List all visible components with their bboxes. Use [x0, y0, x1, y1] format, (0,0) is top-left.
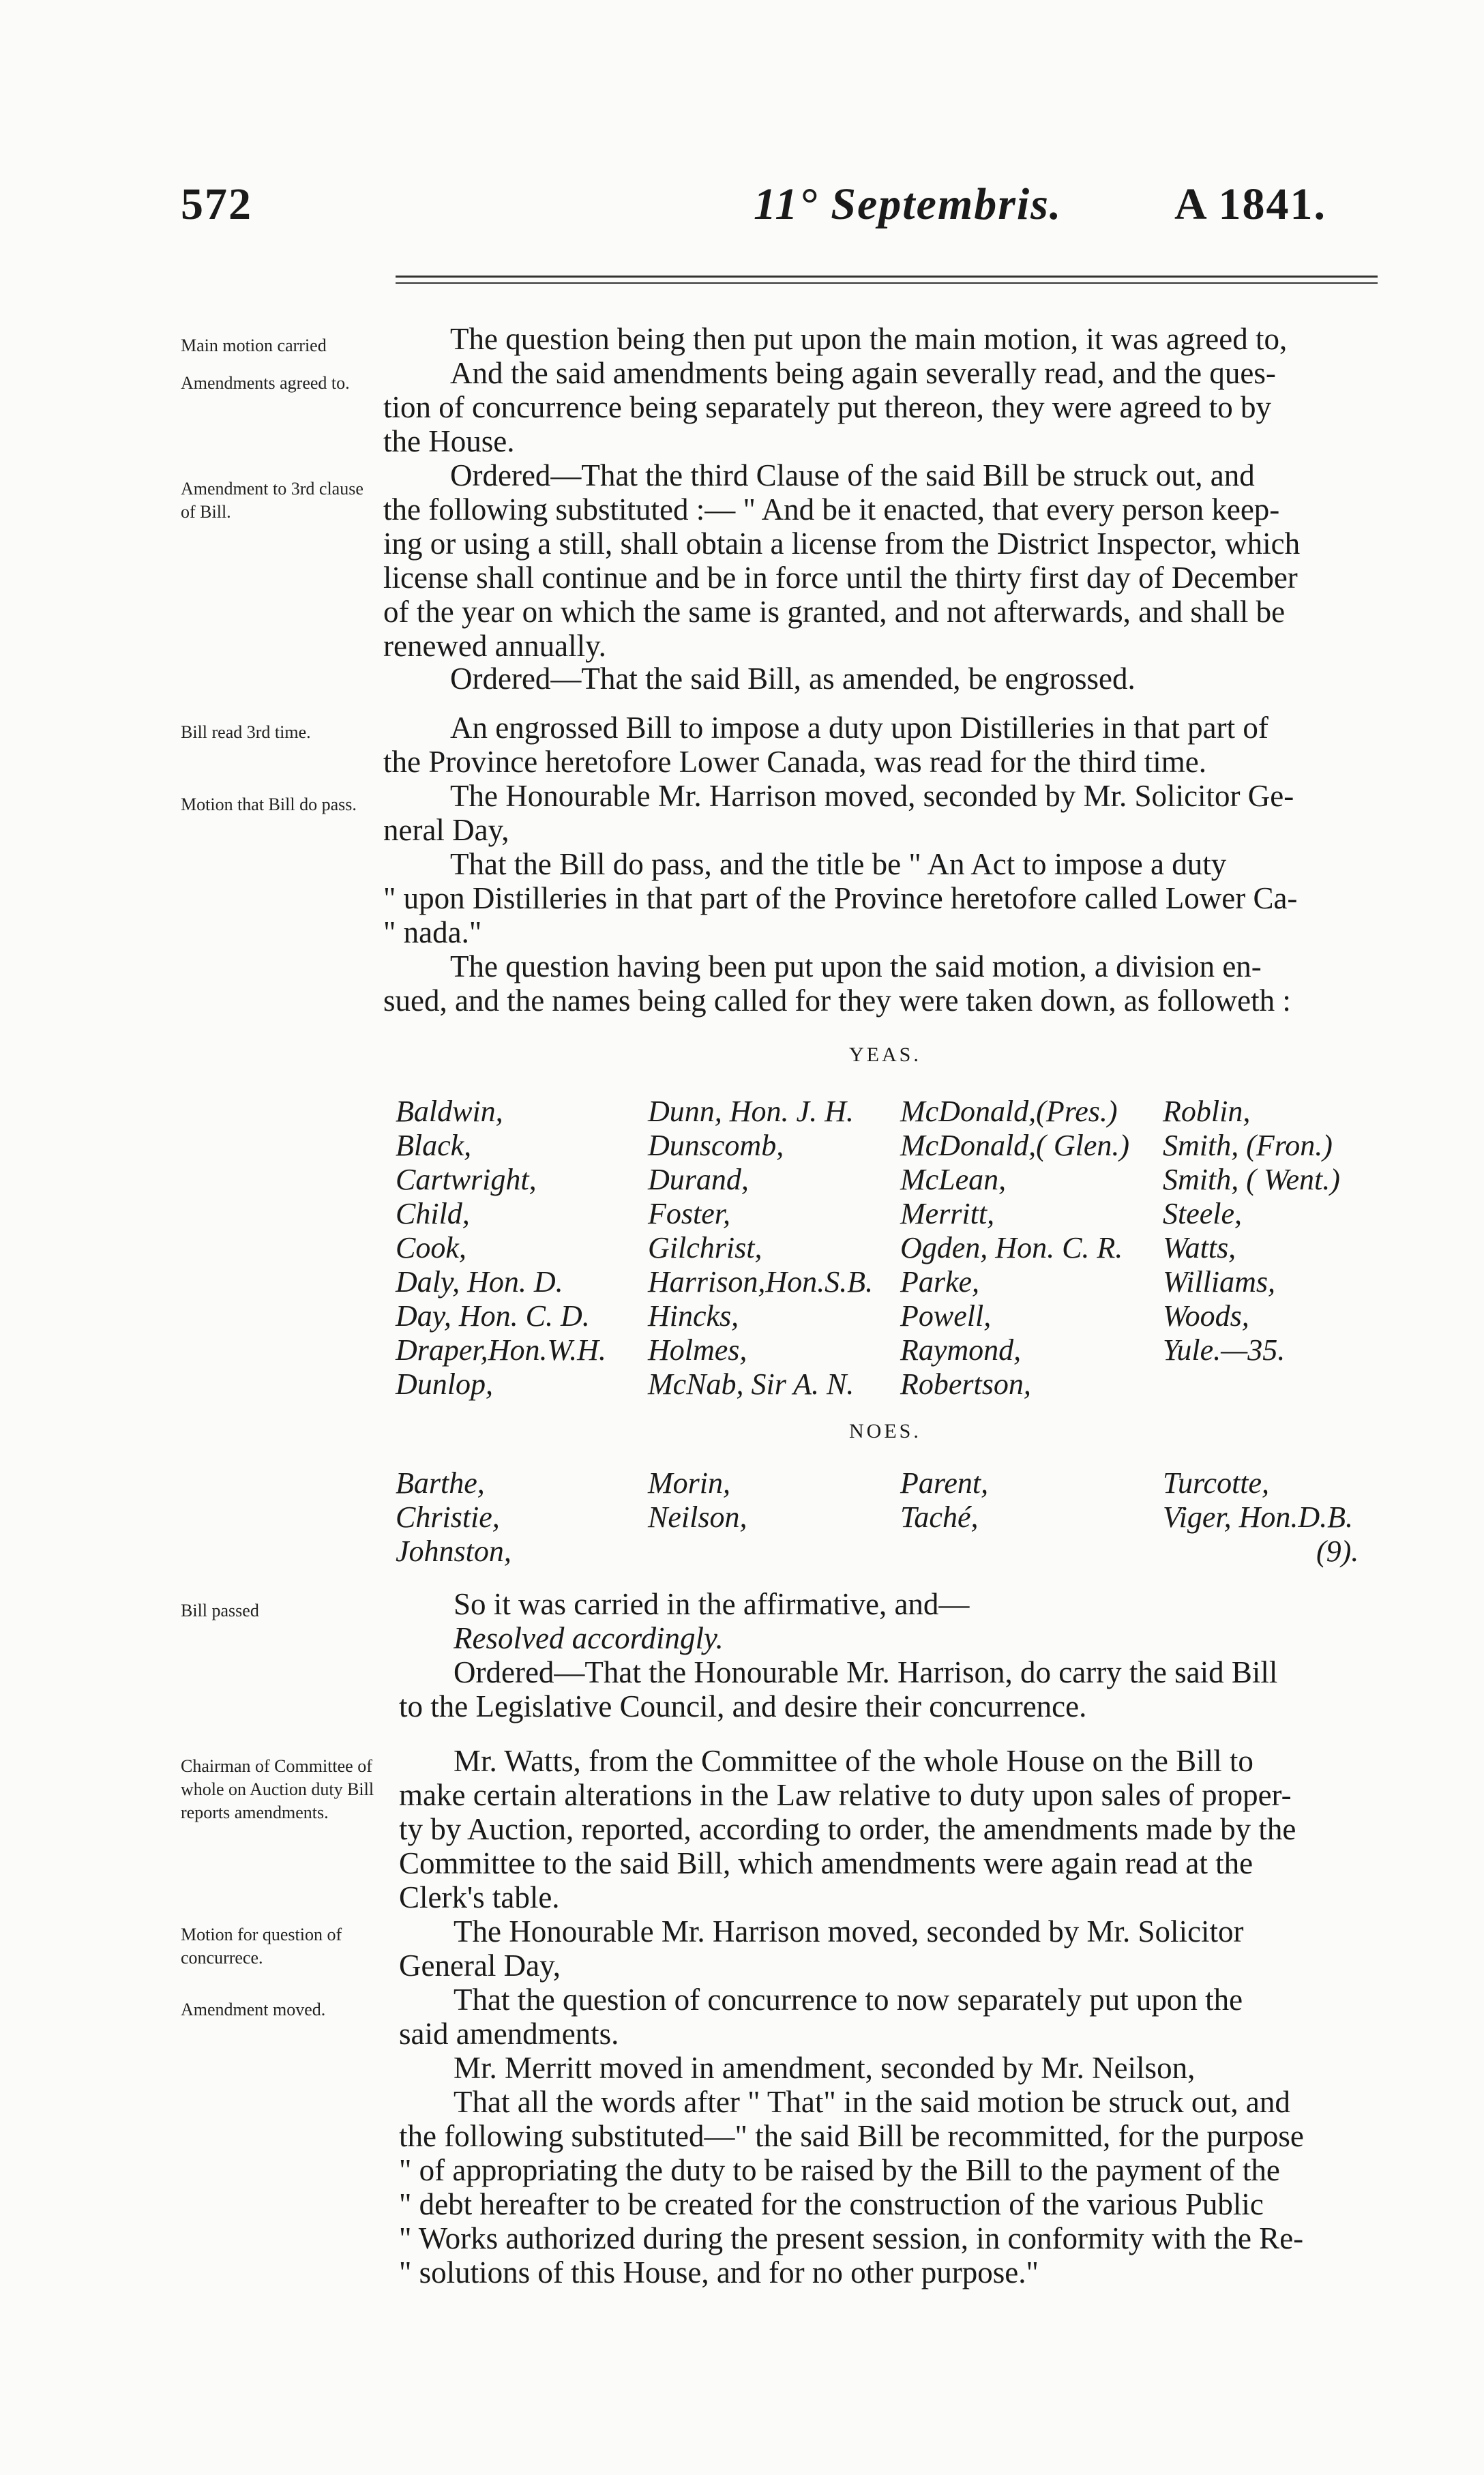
body-line: sued, and the names being called for they were taken down, as followeth :: [383, 983, 1291, 1018]
body-line: And the said amendments being again severally read, and the ques-: [450, 356, 1276, 390]
date-heading: 11° Septembris.: [754, 179, 1063, 229]
yea-name: Baldwin,: [396, 1095, 503, 1128]
margin-note: Bill passed: [181, 1601, 259, 1620]
yea-name: Williams,: [1163, 1265, 1276, 1299]
body-line: " debt hereafter to be created for the construction of the various Public: [399, 2187, 1264, 2221]
body-line: make certain alterations in the Law relative to duty upon sales of proper-: [399, 1778, 1292, 1812]
body-line: That the question of concurrence to now separately put upon the: [454, 1983, 1243, 2017]
margin-note: Amendment to 3rd clause of Bill.: [181, 479, 363, 522]
noe-name: Christie,: [396, 1500, 500, 1534]
body-line: Ordered—That the third Clause of the said Bill be struck out, and: [450, 458, 1255, 492]
noe-name: Parent,: [900, 1466, 989, 1500]
noe-name: Viger, Hon.D.B.: [1163, 1500, 1354, 1534]
body-line: Mr. Watts, from the Committee of the whole House on the Bill to: [454, 1744, 1253, 1778]
yea-name: Draper,Hon.W.H.: [396, 1333, 606, 1367]
body-line: Ordered—That the Honourable Mr. Harrison, do carry the said Bill: [454, 1655, 1278, 1689]
noe-name: Johnston,: [396, 1535, 511, 1568]
yea-name: Smith, ( Went.): [1163, 1163, 1340, 1196]
yea-name: McNab, Sir A. N.: [648, 1367, 855, 1401]
body-line: of the year on which the same is granted, and not afterwards, and shall be: [383, 595, 1286, 629]
header-rule: [396, 276, 1378, 278]
yea-name: Raymond,: [900, 1333, 1022, 1367]
yea-name: Gilchrist,: [648, 1231, 762, 1264]
year-heading: A 1841.: [1174, 179, 1327, 229]
yea-name: Holmes,: [648, 1333, 747, 1367]
margin-note: Amendments agreed to.: [181, 373, 350, 393]
yea-name: Foster,: [648, 1197, 730, 1230]
body-line: tion of concurrence being separately put thereon, they were agreed to by: [383, 390, 1271, 424]
body-line: " upon Distilleries in that part of the Province heretofore called Lower Ca-: [383, 881, 1298, 915]
body-line: the Province heretofore Lower Canada, was read for the third time.: [383, 745, 1207, 779]
body-line: renewed annually.: [383, 629, 606, 663]
yea-name: Parke,: [900, 1265, 980, 1299]
noe-name: Turcotte,: [1163, 1466, 1270, 1500]
yea-name: Cook,: [396, 1231, 466, 1264]
yea-name: Child,: [396, 1197, 470, 1230]
body-line: to the Legislative Council, and desire their concurrence.: [399, 1689, 1087, 1723]
body-line: said amendments.: [399, 2017, 619, 2051]
yea-name: McDonald,(Pres.): [900, 1095, 1118, 1128]
body-line: That the Bill do pass, and the title be " An Act to impose a duty: [450, 847, 1227, 881]
body-line: neral Day,: [383, 813, 509, 847]
body-line: the following substituted :— " And be it enacted, that every person keep-: [383, 492, 1280, 527]
body-line: the following substituted—" the said Bill be recommitted, for the purpose: [399, 2119, 1304, 2153]
body-line: license shall continue and be in force until the thirty first day of December: [383, 561, 1298, 595]
margin-note: Main motion carried: [181, 336, 327, 355]
noes-heading: NOES.: [849, 1420, 921, 1442]
body-line: Ordered—That the said Bill, as amended, be engrossed.: [450, 662, 1136, 696]
body-line: " of appropriating the duty to be raised by the Bill to the payment of the: [399, 2153, 1280, 2187]
body-line: Resolved accordingly.: [454, 1621, 724, 1655]
page-number: 572: [181, 179, 252, 229]
yea-name: Cartwright,: [396, 1163, 537, 1196]
body-line: Mr. Merritt moved in amendment, seconded by Mr. Neilson,: [454, 2051, 1196, 2085]
body-line: Committee to the said Bill, which amendments were again read at the: [399, 1846, 1253, 1880]
noe-name: Taché,: [900, 1500, 979, 1534]
yea-name: Powell,: [900, 1299, 992, 1333]
body-line: The question being then put upon the main motion, it was agreed to,: [450, 322, 1288, 356]
yea-name: Steele,: [1163, 1197, 1243, 1230]
body-line: " Works authorized during the present session, in conformity with the Re-: [399, 2221, 1304, 2255]
body-line: The question having been put upon the said motion, a division en-: [450, 949, 1262, 983]
yea-name: Day, Hon. C. D.: [396, 1299, 590, 1333]
yea-name: Woods,: [1163, 1299, 1249, 1333]
body-line: General Day,: [399, 1948, 561, 1983]
yea-name: Black,: [396, 1129, 472, 1162]
margin-note: Bill read 3rd time.: [181, 722, 311, 742]
body-line: ing or using a still, shall obtain a license from the District Inspector, which: [383, 527, 1301, 561]
body-line: the House.: [383, 424, 515, 458]
body-line: ty by Auction, reported, according to order, the amendments made by the: [399, 1812, 1296, 1846]
yea-name: Dunn, Hon. J. H.: [648, 1095, 854, 1128]
yea-name: Hincks,: [648, 1299, 739, 1333]
body-line: " solutions of this House, and for no other purpose.": [399, 2255, 1039, 2289]
yea-name: Robertson,: [900, 1367, 1031, 1401]
yea-name: Merritt,: [900, 1197, 995, 1230]
noe-name: Neilson,: [648, 1500, 747, 1534]
header-rule-2: [396, 282, 1378, 284]
margin-note: Motion that Bill do pass.: [181, 795, 357, 814]
yea-name: Roblin,: [1163, 1095, 1251, 1128]
margin-note: Amendment moved.: [181, 2000, 326, 2019]
yea-name: Durand,: [648, 1163, 749, 1196]
body-line: That all the words after " That" in the said motion be struck out, and: [454, 2085, 1290, 2119]
yea-name: McLean,: [900, 1163, 1007, 1196]
yea-name: McDonald,( Glen.): [900, 1129, 1130, 1162]
noe-name: Morin,: [648, 1466, 730, 1500]
body-line: The Honourable Mr. Harrison moved, seconded by Mr. Solicitor: [454, 1914, 1244, 1948]
body-line: Clerk's table.: [399, 1880, 560, 1914]
yea-name: Smith, (Fron.): [1163, 1129, 1333, 1162]
margin-note: Chairman of Committee of whole on Auction duty Bill reports amendments.: [181, 1756, 374, 1822]
yea-name: Dunlop,: [396, 1367, 493, 1401]
yea-name: Harrison,Hon.S.B.: [648, 1265, 874, 1299]
yea-name: Watts,: [1163, 1231, 1236, 1264]
body-line: So it was carried in the affirmative, and—: [454, 1587, 970, 1621]
body-line: The Honourable Mr. Harrison moved, seconded by Mr. Solicitor Ge-: [450, 779, 1294, 813]
margin-note: Motion for question of concurrece.: [181, 1925, 342, 1968]
body-line: An engrossed Bill to impose a duty upon Distilleries in that part of: [450, 711, 1268, 745]
noe-name: Barthe,: [396, 1466, 485, 1500]
noe-name: (9).: [1316, 1535, 1359, 1568]
yea-name: Dunscomb,: [648, 1129, 784, 1162]
body-line: " nada.": [383, 915, 482, 949]
yea-name: Ogden, Hon. C. R.: [900, 1231, 1123, 1264]
yea-name: Daly, Hon. D.: [396, 1265, 563, 1299]
yeas-heading: YEAS.: [849, 1043, 921, 1066]
yea-name: Yule.—35.: [1163, 1333, 1286, 1367]
